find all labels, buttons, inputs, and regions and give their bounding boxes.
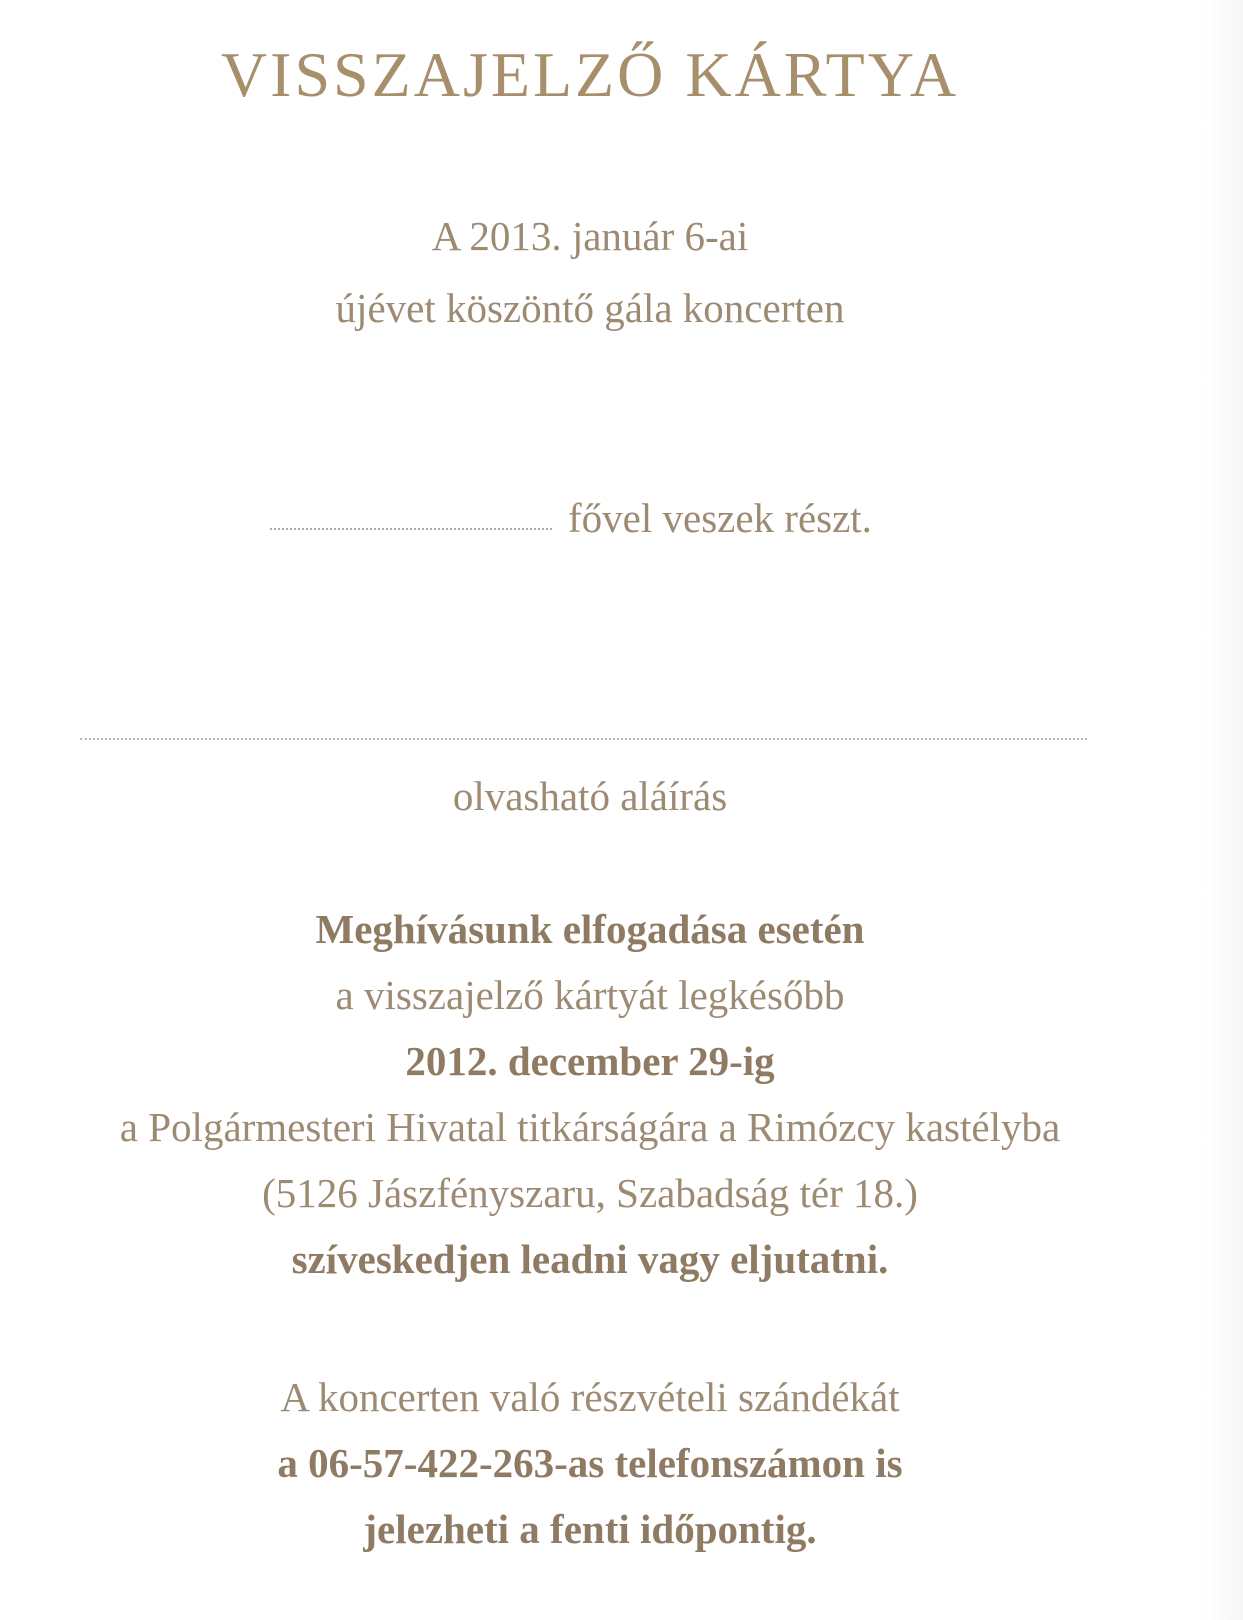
signature-line[interactable]	[80, 738, 1087, 740]
event-name-line: újévet köszöntő gála koncerten	[335, 285, 845, 331]
event-intro	[0, 200, 1180, 344]
return-instructions	[0, 896, 1180, 1292]
instruction-line-1: Meghívásunk elfogadása esetén	[315, 906, 865, 952]
instruction-line-2: a visszajelző kártyát legkésőbb	[335, 972, 845, 1018]
phone-note-line-1: A koncerten való részvételi szándékát	[280, 1374, 900, 1420]
phone-note	[0, 1364, 1180, 1562]
attendance-text: fővel veszek részt.	[568, 495, 872, 541]
signature-label: olvasható aláírás	[452, 773, 728, 819]
paper-edge-shade	[1203, 0, 1243, 1620]
office-line: a Polgármesteri Hivatal titkárságára a Rimózcy kastélyba	[119, 1104, 1061, 1150]
event-date-line: A 2013. január 6-ai	[431, 213, 749, 259]
deadline-line: 2012. december 29-ig	[405, 1038, 775, 1084]
address-line: (5126 Jászfényszaru, Szabadság tér 18.)	[262, 1170, 918, 1216]
guest-count-blank[interactable]	[270, 528, 552, 530]
phone-number-line: a 06-57-422-263-as telefonszámon is	[277, 1440, 903, 1486]
phone-note-line-3: jelezheti a fenti időpontig.	[363, 1506, 817, 1552]
submit-line: szíveskedjen leadni vagy eljutatni.	[291, 1236, 889, 1282]
card-title: VISSZAJELZŐ KÁRTYA	[220, 39, 960, 110]
attendance-row	[270, 482, 872, 542]
